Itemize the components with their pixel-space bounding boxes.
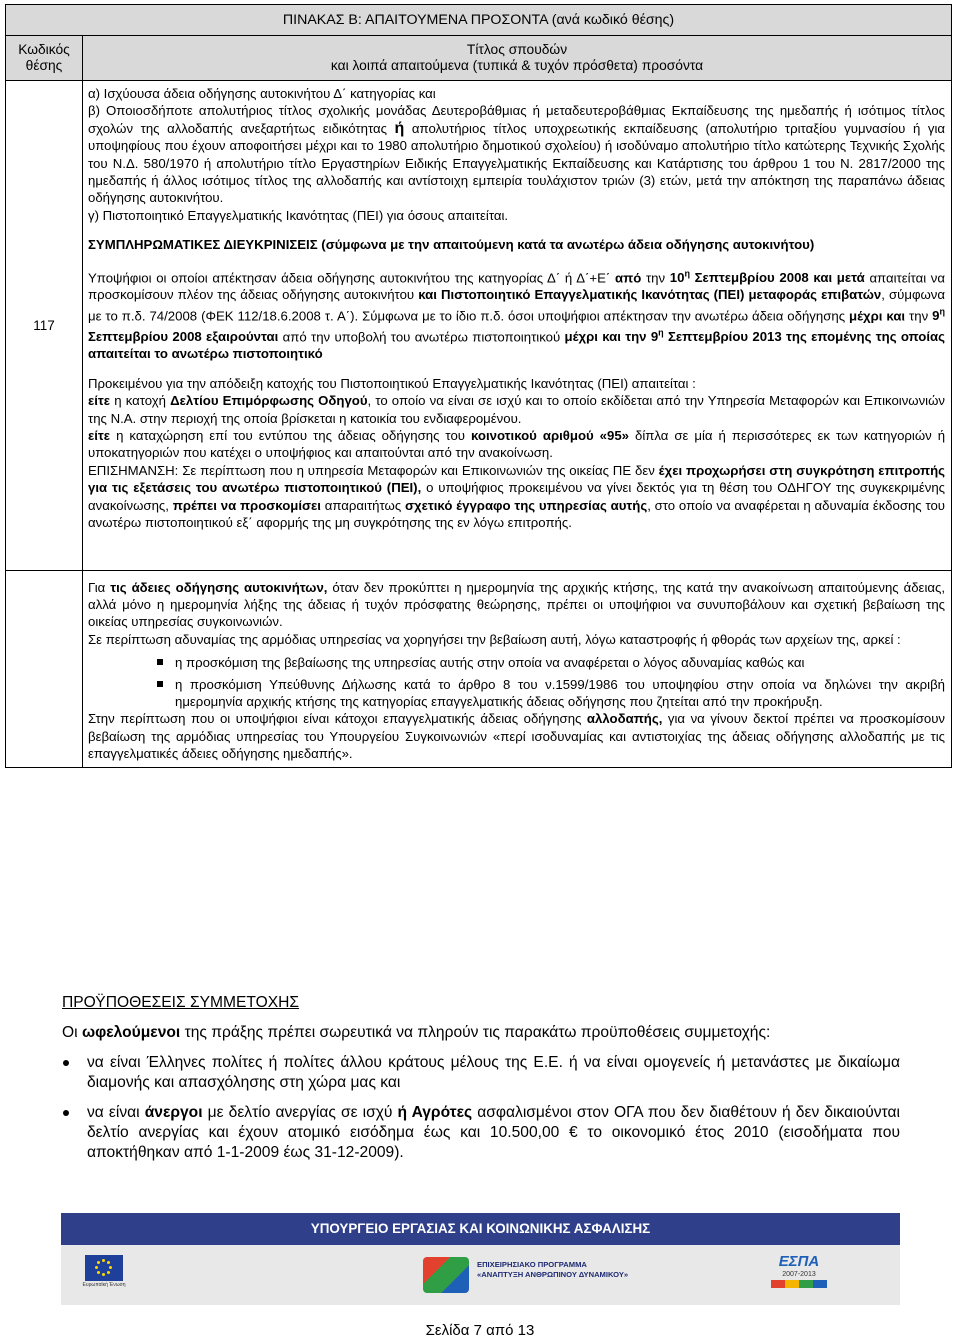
general-paragraph-2: Σε περίπτωση αδυναμίας της αρμόδιας υπηρεσίας να χορηγήσει την βεβαίωση αυτή, λόγω καταστροφής ή φθοράς των αρχείων της, αρκεί : [88, 631, 901, 647]
supp-paragraph-2: Προκειμένου για την απόδειξη κατοχής του Πιστοποιητικού Επαγγελματικής Ικανότητας (ΠΕΙ) απαιτείται : [88, 375, 696, 391]
col-header-description: Τίτλος σπουδών και λοιπά απαιτούμενα (τυπικά & τυχόν πρόσθετα) προσόντα [83, 36, 952, 81]
qualifications-cell [83, 81, 952, 571]
participation-section [62, 993, 900, 1163]
eu-flag-icon [68, 1255, 140, 1293]
square-bullet-item-2: η προσκόμιση Υπεύθυνης Δήλωσης κατά το άρθρο 8 του ν.1599/1986 του υποψηφίου στην οποία να δηλώνει την ακριβή ημερομηνία αρχικής κτήσης της κατηγορίας επαγγελματικής άδειας οδήγησης που ζητείται από την προκήρυξη. [88, 676, 945, 711]
supp-paragraph-4: είτε η καταχώρηση επί του εντύπου της άδειας οδήγησης του κοινοτικού αριθμού «95» δίπλα σε μία ή περισσότερες εκ των κατηγοριών ή υποκατηγοριών που κατέχει ο υποψήφιος και απαιτούνται από την ανακοίνωση. [88, 428, 946, 461]
supp-paragraph-5: ΕΠΙΣΗΜΑΝΣΗ: Σε περίπτωση που η υπηρεσία Μεταφορών και Επικοινωνιών της οικείας ΠΕ δεν έχει προχωρήσει στη συγκρότηση επιτροπής για τις εξετάσεις του ανωτέρω πιστοποιητικού (ΠΕΙ), ο υποψήφιος προκειμένου να γίνει δεκτός για τη θέση του ΟΔΗΓΟΥ της συγκεκριμένης ανακοίνωσης, πρέπει να προσκομίσει απαραιτήτως σχετικό έγγραφο της υπηρεσίας αυτής, στο οποίο να αναφέρεται η αδυναμία έκδοσης του ανωτέρω πιστοποιητικού εξ΄ αφορμής της μη συγκρότησης της εν λόγω επιτροπής. [88, 462, 946, 531]
section-heading: ΠΡΟΫΠΟΘΕΣΕΙΣ ΣΥΜΜΕΤΟΧΗΣ [62, 994, 300, 1011]
col-header-code: Κωδικός θέσης [6, 36, 83, 81]
supplementary-heading: ΣΥΜΠΛΗΡΩΜΑΤΙΚΕΣ ΔΙΕΥΚΡΙΝΙΣΕΙΣ (σύμφωνα με την απαιτούμενη κατά τα ανωτέρω άδεια οδήγησης αυτοκινήτου) [88, 237, 815, 253]
qualification-a: α) Ισχύουσα άδεια οδήγησης αυτοκινήτου Δ΄ κατηγορίας και [88, 86, 436, 101]
general-notes-cell [83, 570, 952, 767]
round-bullet-item-1: να είναι Έλληνες πολίτες ή πολίτες άλλου κράτους μέλους της Ε.Ε. ή να είναι ομογενείς ή μετανάστες με δικαίωμα διαμονής και απασχόλησης στη χώρα μας και [62, 1053, 900, 1093]
eu-caption: Ευρωπαϊκή Ένωση [82, 1282, 126, 1288]
supp-paragraph-3: είτε η κατοχή Δελτίου Επιμόρφωσης Οδηγού, το οποίο να είναι σε ισχύ και το οποίο εκδίδεται από την Υπηρεσία Μεταφορών και Επικοινωνιών της Ν.Α. στην περιοχή της οποία βρίσκεται η κατοικία του ενδιαφερομένου. [88, 393, 946, 426]
espa-logo-icon: ΕΣΠΑ 2007-2013 [769, 1253, 829, 1297]
table-title: ΠΙΝΑΚΑΣ Β: ΑΠΑΙΤΟΥΜΕΝΑ ΠΡΟΣΟΝΤΑ (ανά κωδικό θέσης) [6, 5, 952, 36]
funding-banner [61, 1213, 900, 1305]
empty-code-cell [6, 570, 83, 767]
general-paragraph-1: Για τις άδειες οδήγησης αυτοκινήτων, όταν δεν προκύπτει η ημερομηνία της αρχικής κτήσης, της κατά την ανακοίνωση απαιτούμενης άδειας, αλλά μόνο η ημερομηνία λήξης της άδειας ή τυχόν πρόσφατης θεώρησης, πρέπει οι υποψήφιοι να συνυποβάλουν και σχετική βεβαίωση της οικείας υπηρεσίας συγκοινωνιών. [88, 579, 946, 630]
qualification-c: γ) Πιστοποιητικό Επαγγελματικής Ικανότητας (ΠΕΙ) για όσους απαιτείται. [88, 207, 509, 223]
operational-programme-logo: ΕΠΙΧΕΙΡΗΣΙΑΚΟ ΠΡΟΓΡΑΜΜΑ «ΑΝΑΠΤΥΞΗ ΑΝΘΡΩΠΙΝΟΥ ΔΥΝΑΜΙΚΟΥ» [423, 1253, 753, 1297]
section-intro: Οι ωφελούμενοι της πράξης πρέπει σωρευτικά να πληρούν τις παρακάτω προϋποθέσεις συμμετοχής: [62, 1024, 771, 1041]
ministry-title: ΥΠΟΥΡΓΕΙΟ ΕΡΓΑΣΙΑΣ ΚΑΙ ΚΟΙΝΩΝΙΚΗΣ ΑΣΦΑΛΙΣΗΣ [61, 1213, 900, 1245]
square-bullet-item-1: η προσκόμιση της βεβαίωσης της υπηρεσίας αυτής στην οποία να αναφέρεται ο λόγος αδυναμίας καθώς και [88, 654, 945, 671]
general-paragraph-3: Στην περίπτωση που οι υποψήφιοι είναι κάτοχοι επαγγελματικής άδειας οδήγησης αλλοδαπής, για να γίνουν δεκτοί πρέπει να προσκομίσουν βεβαίωση της αρμόδιας υπηρεσίας του Υπουργείου Συγκοινωνιών «περί ισοδυναμίας και αντιστοιχίας της άδειας οδήγησης αλλοδαπής με τις επαγγελματικές άδειες οδήγησης ημεδαπής». [88, 711, 946, 762]
page-number: Σελίδα 7 από 13 [425, 1322, 535, 1339]
supp-paragraph-1: Υποψήφιοι οι οποίοι απέκτησαν άδεια οδήγησης αυτοκινήτου της κατηγορίας Δ΄ ή Δ΄+Ε΄ από την $10^\eta$ Σεπτεμβρίου 2008 και μετά απαιτείται να προσκομίσουν πλέον της άδειας οδήγησης αυτοκινήτου και Πιστοποιητικό Επαγγελματικής Ικανότητας (ΠΕΙ) μεταφοράς επιβατών, σύμφωνα με το π.δ. 74/2008 (ΦΕΚ 112/18.6.2008 τ. Α΄). Σύμφωνα με το ίδιο π.δ. όσοι υποψήφιοι απέκτησαν την ανωτέρω άδεια οδήγησης μέχρι και την $9^\eta$ Σεπτεμβρίου 2008 εξαιρούνται από την υποβολή του ανωτέρω πιστοποιητικού μέχρι και την $9^\eta$ Σεπτεμβρίου 2013 της επομένης της οποίας απαιτείται το ανωτέρω πιστοποιητικό [88, 268, 946, 362]
round-bullet-item-2: να είναι άνεργοι με δελτίο ανεργίας σε ισχύ ή Αγρότες ασφαλισμένοι στον ΟΓΑ που δεν διαθέτουν ή δεν δικαιούνται δελτίο ανεργίας και έχουν ατομικό εισόδημα έως και 10.500,00 € το οικονομικό έτος 2010 (εισοδήματα που αποκτήθηκαν από 1-1-2009 έως 31-12-2009). [62, 1103, 900, 1163]
requirements-table [5, 4, 951, 768]
position-code: 117 [6, 81, 83, 571]
ep-logo-icon [423, 1257, 469, 1293]
qualification-b: β) Οποιοσδήποτε απολυτήριος τίτλος σχολικής μονάδας Δευτεροβάθμιας ή μεταδευτεροβάθμιας Εκπαίδευσης της ημεδαπής ή ισότιμος τίτλος σχολών της αλλοδαπής ανεξαρτήτως ειδικότητας ή απολυτήριος τίτλος υποχρεωτικής εκπαίδευσης (απολυτήριο τριταξίου γυμνασίου ή για υποψηφίους που έχουν αποφοιτήσει μέχρι και το 1980 απολυτήριο δημοτικού σχολείου) ή ισοδύναμο απολυτήριο τίτλο κατώτερης Τεχνικής Σχολής του Ν.Δ. 580/1970 ή απολυτήριο τίτλο Εργαστηρίων Ειδικής Επαγγελματικής Εκπαίδευσης και Κατάρτισης του άρθρου 1 του Ν. 2817/2000 της ημεδαπής ή άλλος ισότιμος τίτλος της αλλοδαπής και αντίστοιχη εμπειρία τουλάχιστον τριών (3) ετών, μετά την απόκτηση της παραπάνω άδειας οδήγησης αυτοκινήτου. [88, 103, 946, 206]
